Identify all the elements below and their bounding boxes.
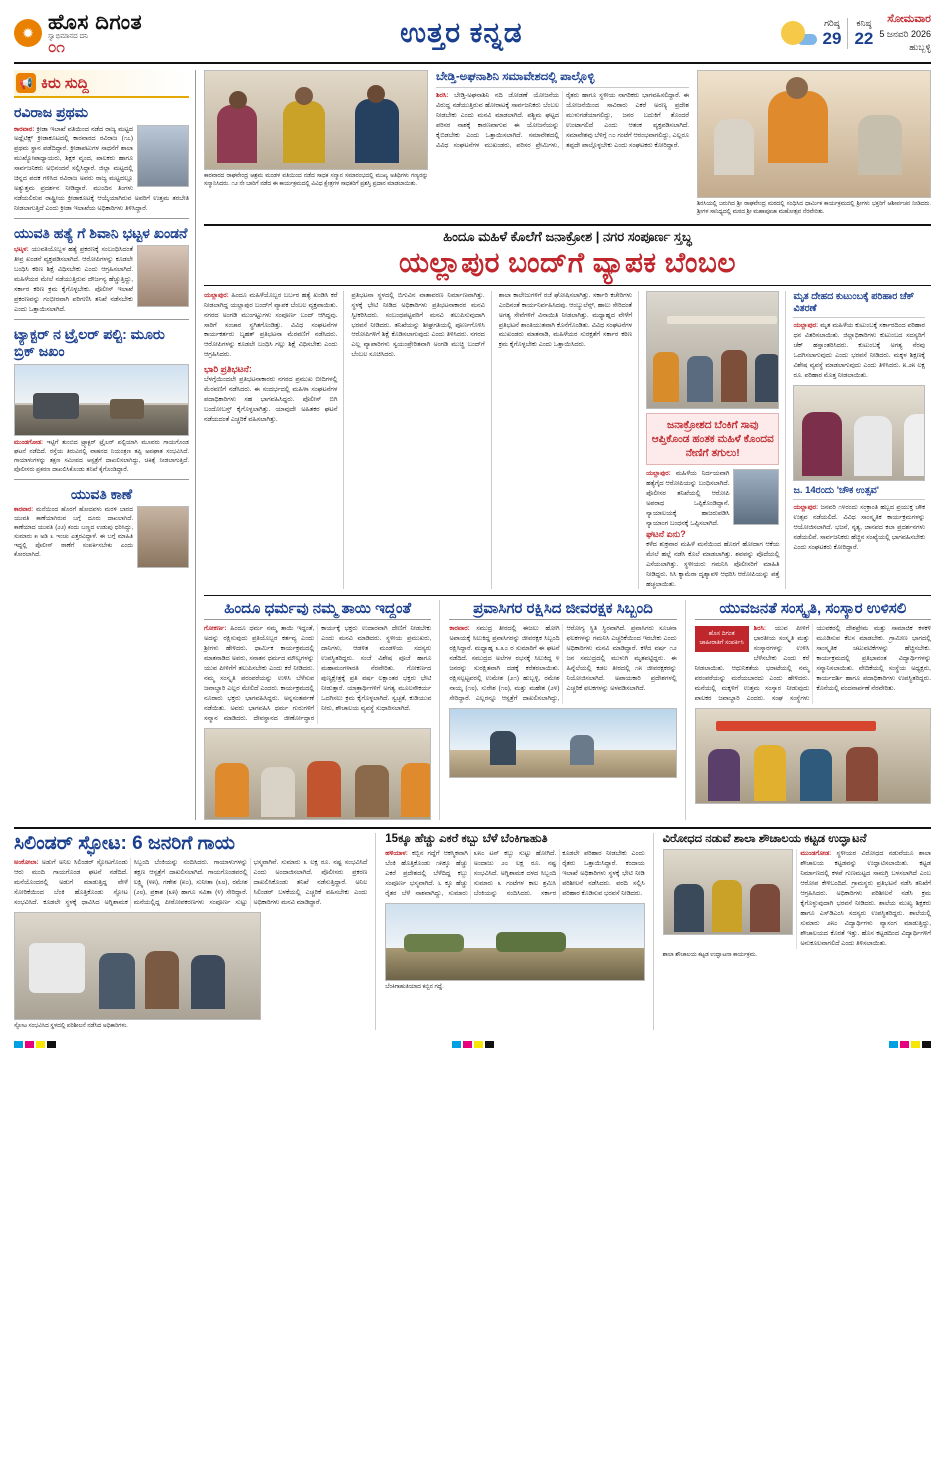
section-title: ಹಿಂದೂ ಧರ್ಮವು ನಮ್ಮ ತಾಯಿ ಇದ್ದಂತೆ <box>204 600 431 620</box>
lead-col-2 <box>351 291 491 590</box>
sidebar-briefs-column <box>14 70 196 820</box>
festival-headline: ಜ. 14ರಂದು 'ಚೌಕ ಉತ್ಸವ' <box>793 485 925 500</box>
accused-body: ಮಹಿಳೆಯ ನಿರ್ದಯವಾಗಿ ಹತ್ಯೆಗೈದ ಆರೋಪಿಯನ್ನು ಬಂಧಿಸಲಾಗಿದೆ. ಪೊಲೀಸರ ತನಿಖೆಯಲ್ಲಿ ಆರೋಪಿ ಅಪರಾಧ ಒಪ್ಪಿಕೊಂಡಿದ್ದಾನೆ. ನ್ಯಾಯಾಲಯಕ್ಕೆ ಹಾಜರುಪಡಿಸಿ ನ್ಯಾಯಾಂಗ ಬಂಧನಕ್ಕೆ ಒಪ್ಪಿಸಲಾಗಿದೆ. <box>646 470 730 527</box>
section-body-1: ಸಮುದ್ರ ತೀರದಲ್ಲಿ ಈಜಲು ಹೋಗಿ ಅಪಾಯಕ್ಕೆ ಸಿಲುಕಿದ್ದ ಪ್ರವಾಸಿಗರನ್ನು ಜೀವರಕ್ಷಕ ಸಿಬ್ಬಂದಿ ರಕ್ಷಿಸಿದ್ದಾರೆ. ಮಧ್ಯಾಹ್ನ ೩.೩೦ ರ ಸುಮಾರಿಗೆ ಈ ಘಟನೆ ನಡೆದಿದೆ. ಸಮುದ್ರದ ಅಲೆಗಳ ರಭಸಕ್ಕೆ ಸಿಲುಕಿದ್ದ ೪ ಜನರನ್ನು ಸುರಕ್ಷಿತವಾಗಿ ದಡಕ್ಕೆ ಕರೆತರಲಾಯಿತು. <box>449 625 560 673</box>
logo-emblem-icon: ✹ <box>14 19 42 47</box>
brief-item[interactable] <box>14 225 189 315</box>
lead-col-1 <box>204 291 344 590</box>
school-inauguration-photo <box>663 849 794 935</box>
bottom-body-3: ಮನೆಯಲ್ಲಿದ್ದ ಪೀಠೋಪಕರಣಗಳು ಸಂಪೂರ್ಣ ಸುಟ್ಟು ಭಸ್ಮವಾಗಿವೆ. ಸುಮಾರು ೩ ಲಕ್ಷ ರೂ. ನಷ್ಟ ಸಂಭವಿಸಿದೆ ಎಂದು ಅಂದಾಜಿಸಲಾಗಿದೆ. ಪೊಲೀಸರು ಪ್ರಕರಣ ದಾಖಲಿಸಿಕೊಂಡು ತನಿಖೆ ನಡೆಸುತ್ತಿದ್ದಾರೆ. ಅನಿಲ ಸಿಲಿಂಡರ್ ಬಳಕೆಯಲ್ಲಿ ಎಚ್ಚರಿಕೆ ವಹಿಸಬೇಕು ಎಂದು ಅಧಿಕಾರಿಗಳು ಮನವಿ ಮಾಡಿದ್ದಾರೆ. <box>133 859 368 907</box>
bottom-body-2: ಕೂಡಲೇ ಸ್ಥಳಕ್ಕೆ ಧಾವಿಸಿದ ಅಗ್ನಿಶಾಮಕ ಸಿಬ್ಬಂದಿ ಬೆಂಕಿಯನ್ನು ನಂದಿಸಿದರು. ಗಾಯಾಳುಗಳನ್ನು ತಕ್ಷಣ ಆಸ್ಪತ್ರೆಗೆ ದಾಖಲಿಸಲಾಗಿದೆ. ಗಾಯಗೊಂಡವರಲ್ಲಿ ಲಕ್ಷ್ಮಿ (೪೫), ಗಣೇಶ (೫೦), ಸುನೀತಾ (೩೮), ರಮೇಶ (೨೮), ಪ್ರಕಾಶ (೩೫) ಹಾಗೂ ಸವಿತಾ (೪) ಸೇರಿದ್ದಾರೆ. <box>43 859 248 907</box>
compensation-body: ಮೃತ ಮಹಿಳೆಯ ಕುಟುಂಬಕ್ಕೆ ಸರ್ಕಾರದಿಂದ ಪರಿಹಾರ ಧನ ವಿತರಿಸಲಾಯಿತು. ಜಿಲ್ಲಾಧಿಕಾರಿಗಳು ಕುಟುಂಬದ ಸದಸ್ಯರಿಗೆ ಚೆಕ್ ಹಸ್ತಾಂತರಿಸಿದರು. ಕುಟುಂಬಕ್ಕೆ ಅಗತ್ಯ ನೆರವು ಒದಗಿಸಲಾಗುವುದು ಎಂದು ಭರವಸೆ ನೀಡಿದರು. ಮಕ್ಕಳ ಶಿಕ್ಷಣಕ್ಕೆ ವಿಶೇಷ ವ್ಯವಸ್ಥೆ ಮಾಡಲಾಗುವುದು ಎಂದು ತಿಳಿಸಿದರು. ೫.೨೫ ಲಕ್ಷ ರೂ. ಪರಿಹಾರ ಮೊತ್ತ ನೀಡಲಾಯಿತು. <box>793 322 926 380</box>
section-dateline: ಗೋಕರ್ಣ: <box>204 625 227 633</box>
callout-text: ಜನಾಕ್ರೋಶದ ಬೆಂಕಿಗೆ ಸಾವು ಆಪ್ತಿಕೊಂಡ ಹಂತಕ ಮಹಿಳೆ ಕೊಂದವ ನೇಣಿಗೆ ತಗುಲು! <box>651 418 774 460</box>
weather-max-value: 29 <box>822 28 842 48</box>
brief-item[interactable] <box>14 104 189 214</box>
logo-name: ಹೊಸ ದಿಗಂತ <box>48 10 143 34</box>
bottom-body-1: ಅಡುಗೆ ಅನಿಲ ಸಿಲಿಂಡರ್ ಸ್ಫೋಟಗೊಂಡು ಆರು ಮಂದಿ ಗಾಯಗೊಂಡ ಘಟನೆ ನಡೆದಿದೆ. ಮನೆಯೊಂದರಲ್ಲಿ ಅಡುಗೆ ಮಾಡುತ್ತಿದ್ದ ವೇಳೆ ಸೋರಿಕೆಯಿಂದ ಬೆಂಕಿ ಹೊತ್ತಿಕೊಂಡು ಸ್ಫೋಟ ಸಂಭವಿಸಿದೆ. <box>14 859 128 907</box>
cheque-handover-photo <box>793 385 925 481</box>
accused-body-2: ಕಳೆದ ಶುಕ್ರವಾರ ಮಹಿಳೆ ಮನೆಯಿಂದ ಹೊರಗೆ ಹೋದಾಗ ಆಕೆಯ ಮೇಲೆ ಹಲ್ಲೆ ನಡೆಸಿ ಕೊಲೆ ಮಾಡಲಾಗಿತ್ತು. ಶವವನ್ನು ಪೊದೆಯಲ್ಲಿ ಎಸೆಯಲಾಗಿತ್ತು. ಸ್ಥಳೀಯರು ಗಮನಿಸಿ ಪೊಲೀಸರಿಗೆ ಮಾಹಿತಿ ನೀಡಿದ್ದರು. ಸಿಸಿ ಕ್ಯಾಮೆರಾ ದೃಶ್ಯಾವಳಿ ಆಧರಿಸಿ ಆರೋಪಿಯನ್ನು ಪತ್ತೆ ಹಚ್ಚಲಾಯಿತು. <box>646 540 780 588</box>
person-portrait <box>137 125 189 187</box>
ad-text: ಹೊಸ ದಿಗಂತ ಜಾಹೀರಾತಿಗೆ ಸಂಪರ್ಕಿಸಿ <box>699 631 744 647</box>
bottom-title: 15ಕ್ಕೂ ಹೆಚ್ಚು ಎಕರೆ ಕಬ್ಬು ಬೆಳೆ ಬೆಂಕಿಗಾಹುತಿ <box>385 832 548 845</box>
brief-lead: ಕಾರವಾರ: <box>14 507 34 514</box>
color-bar-center <box>452 1041 494 1048</box>
section-dateline: ಕಾರವಾರ: <box>449 625 470 633</box>
bottom-title: ವಿರೋಧದ ನಡುವೆ ಶಾಲಾ ಶೌಚಾಲಯ ಕಟ್ಟಡ ಉದ್ಘಾಟನೆ <box>662 832 867 845</box>
edition-title-block <box>142 17 780 50</box>
felicitation-photo <box>204 70 428 170</box>
bottom-body-2: ಗ್ರಾಮಸ್ಥರು ಪ್ರತಿಭಟನೆ ನಡೆಸಿ ತನಿಖೆಗೆ ಆಗ್ರಹಿಸಿದರು. ಅಧಿಕಾರಿಗಳು ಪರಿಶೀಲನೆ ನಡೆಸಿ ಕ್ರಮ ಕೈಗೊಳ್ಳುವುದಾಗಿ ಭರವಸೆ ನೀಡಿದರು. ಶಾಲೆಯ ಮುಖ್ಯ ಶಿಕ್ಷಕರು ಹಾಗೂ ಎಸ್‌ಡಿಎಂಸಿ ಸದಸ್ಯರು ಉಪಸ್ಥಿತರಿದ್ದರು. <box>800 880 931 917</box>
section-title: ಪ್ರವಾಸಿಗರ ರಕ್ಷಿಸಿದ ಜೀವರಕ್ಷಕ ಸಿಬ್ಬಂದಿ <box>449 600 676 620</box>
accused-dateline: ಯಲ್ಲಾಪುರ: <box>646 470 671 478</box>
advertisement-box[interactable] <box>695 626 749 652</box>
brief-title: ಯುವತಿ ಕಾಣೆ <box>70 485 133 502</box>
section-body-3: ಕಳೆದ ವರ್ಷ ೧೨ ಜನ ಸಮುದ್ರದಲ್ಲಿ ಮುಳುಗಿ ಮೃತಪಟ್ಟಿದ್ದರು. ಈ ಹಿನ್ನೆಲೆಯಲ್ಲಿ ಕಡಲ ತೀರದಲ್ಲಿ ೧೫ ಜೀವರಕ್ಷಕರನ್ನು ನಿಯೋಜಿಸಲಾಗಿದೆ. ಅಪಾಯಕಾರಿ ಪ್ರದೇಶಗಳಲ್ಲಿ ಎಚ್ಚರಿಕೆ ಫಲಕಗಳನ್ನು ಅಳವಡಿಸಲಾಗಿದೆ. <box>566 645 677 692</box>
lead-body-3: ಪ್ರತಿಭಟನಾ ಸ್ಥಳದಲ್ಲಿ ಬಿಗುವಿನ ವಾತಾವರಣ ನಿರ್ಮಾಣವಾಗಿತ್ತು. ಸ್ಥಳಕ್ಕೆ ಭೇಟಿ ನೀಡಿದ ಅಧಿಕಾರಿಗಳು ಪ್ರತಿಭಟನಾಕಾರರ ಮನವಿ ಸ್ವೀಕರಿಸಿದರು. ಸಂಬಂಧಪಟ್ಟವರಿಗೆ ಮನವಿ ತಲುಪಿಸುವುದಾಗಿ ಭರವಸೆ ನೀಡಿದರು. ತನಿಖೆಯನ್ನು ಶೀಘ್ರಗತಿಯಲ್ಲಿ ಪೂರ್ಣಗೊಳಿಸಿ ಆರೋಪಿಗಳಿಗೆ ಶಿಕ್ಷೆ ಕೊಡಿಸಲಾಗುವುದು ಎಂದು ತಿಳಿಸಿದರು. ನಗರದ ಎಲ್ಲ ವ್ಯಾಪಾರಿಗಳು ಸ್ವಯಂಪ್ರೇರಿತವಾಗಿ ಅಂಗಡಿ ಮುಚ್ಚಿ ಬಂದ್‌ಗೆ ಬೆಂಬಲ ಸೂಚಿಸಿದರು. <box>351 291 485 359</box>
story-headline: ಬೇಡ್ತಿ-ಅಘನಾಶಿನಿ ಸಮಾವೇಶದಲ್ಲಿ ಪಾಲ್ಗೊಳ್ಳಿ <box>436 70 689 88</box>
brief-lead: ಭಟ್ಕಳ: <box>14 246 29 254</box>
brief-lead: ಕಾರವಾರ: <box>14 125 35 133</box>
accident-photo <box>14 364 189 436</box>
bottom-dateline: ಅಂಕೋಲಾ: <box>14 859 39 867</box>
bottom-story-sugarcane <box>385 833 653 1031</box>
protest-march-photo <box>646 291 779 409</box>
compensation-dateline: ಯಲ್ಲಾಪುರ: <box>793 322 819 330</box>
photo-caption: ಶಿರಸಿಯಲ್ಲಿ ಜರುಗಿದ ಶ್ರೀ ರಾಘವೇಂದ್ರ ಮಠದಲ್ಲಿ ಸಂಧಿಸಿದ ಧಾರ್ಮಿಕ ಕಾರ್ಯಕ್ರಮದಲ್ಲಿ ಶ್ರೀಗಳು ಭಕ್ತರಿಗೆ ಆಶೀರ್ವಚನ ನೀಡಿದರು. ಶ್ರೀಗಳ ಸಾನಿಧ್ಯದಲ್ಲಿ ಮಠದ ಶ್ರೀ ಮಹಾಪೂಜಾ ಮಹೋತ್ಸವ ನೆರವೇರಿತು. <box>697 201 931 216</box>
main-content-column <box>204 70 931 820</box>
top-photo-story-left[interactable] <box>204 70 428 217</box>
section-body-2: ಸಂಘ ಸಂಸ್ಥೆಗಳು ಯುವಕರಲ್ಲಿ ದೇಶಪ್ರೇಮ ಮತ್ತು ಸಾಮಾಜಿಕ ಕಳಕಳಿ ಮೂಡಿಸುವ ಕೆಲಸ ಮಾಡಬೇಕು. ಗ್ರಾಮೀಣ ಭಾಗದಲ್ಲಿ ಸಾಂಸ್ಕೃತಿಕ ಚಟುವಟಿಕೆಗಳನ್ನು ಹೆಚ್ಚಿಸಬೇಕು. ಕಾರ್ಯಕ್ರಮದಲ್ಲಿ ಪ್ರತಿಭಾವಂತ ವಿದ್ಯಾರ್ಥಿಗಳನ್ನು ಸನ್ಮಾನಿಸಲಾಯಿತು. <box>771 625 931 702</box>
section-hindu-dharma <box>204 600 440 819</box>
bottom-sections <box>14 833 931 1031</box>
brief-body: ಇಟ್ಟಿಗೆ ತುಂಬಿದ ಟ್ರ್ಯಾಕ್ಟರ್ ಟ್ರೈಲರ್ ಪಲ್ಟಿಯಾಗಿ ಮೂವರು ಗಾಯಗೊಂಡ ಘಟನೆ ನಡೆದಿದೆ. ರಸ್ತೆಯ ತಿರುವಿನಲ್ಲಿ ವಾಹನದ ನಿಯಂತ್ರಣ ತಪ್ಪಿ ಅಪಘಾತ ಸಂಭವಿಸಿದೆ. ಗಾಯಾಳುಗಳನ್ನು ತಕ್ಷಣ ಸಮೀಪದ ಆಸ್ಪತ್ರೆಗೆ ದಾಖಲಿಸಲಾಗಿದ್ದು, ಚಿಕಿತ್ಸೆ ನೀಡಲಾಗುತ್ತಿದೆ. ಪೊಲೀಸರು ಪ್ರಕರಣ ದಾಖಲಿಸಿಕೊಂಡು ತನಿಖೆ ಕೈಗೊಂಡಿದ್ದಾರೆ. <box>14 439 190 473</box>
bottom-body-3: ಶಾಲೆಯಲ್ಲಿ ಸುಮಾರು ೨೫೦ ವಿದ್ಯಾರ್ಥಿಗಳು ವ್ಯಾಸಂಗ ಮಾಡುತ್ತಿದ್ದು, ಶೌಚಾಲಯದ ಕೊರತೆ ಇತ್ತು. ಹೊಸ ಕಟ್ಟಡದಿಂದ ವಿದ್ಯಾರ್ಥಿಗಳಿಗೆ ಅನುಕೂಲವಾಗಲಿದೆ ಎಂದು ತಿಳಿಸಲಾಯಿತು. <box>800 909 931 947</box>
brief-body: ಕ್ರೀಡಾ ಇಲಾಖೆ ವತಿಯಿಂದ ನಡೆದ ರಾಜ್ಯ ಮಟ್ಟದ ಅಥ್ಲೆಟಿಕ್ಸ್ ಕ್ರೀಡಾಕೂಟದಲ್ಲಿ ಕಾರವಾರದ ರವಿರಾಜ (೧೭) ಪ್ರಥಮ ಸ್ಥಾನ ಪಡೆದಿದ್ದಾರೆ. ಕ್ರೀಡಾಪಟುಗಳ ಸಾಧನೆಗೆ ಶಾಲಾ ಮುಖ್ಯೋಪಾಧ್ಯಾಯರು, ಶಿಕ್ಷಕ ವೃಂದ, ಪಾಲಕರು ಹಾಗೂ ಸಾರ್ವಜನಿಕರು ಅಭಿನಂದನೆ ಸಲ್ಲಿಸಿದ್ದಾರೆ. ಜಿಲ್ಲಾ ಮಟ್ಟದಲ್ಲಿ ಚಿನ್ನದ ಪದಕ ಗಳಿಸಿದ ರವಿರಾಜ ಅವರು ರಾಜ್ಯ ಮಟ್ಟದಲ್ಲೂ ಅತ್ಯುತ್ತಮ ಪ್ರದರ್ಶನ ನೀಡಿದ್ದಾರೆ. ಮುಂದಿನ ತಿಂಗಳು ನಡೆಯಲಿರುವ ರಾಷ್ಟ್ರೀಯ ಕ್ರೀಡಾಕೂಟಕ್ಕೆ ಆಯ್ಕೆಯಾಗಿರುವ ಅವರಿಗೆ ಉತ್ತಮ ತರಬೇತಿ ನೀಡಲಾಗುತ್ತಿದೆ ಎಂದು ಕ್ರೀಡಾ ಇಲಾಖೆಯ ಅಧಿಕಾರಿಗಳು ತಿಳಿಸಿದ್ದಾರೆ. <box>14 125 189 212</box>
brief-title: ಟ್ಯಾಕ್ಟರ್ ನ ಟ್ರೈಲರ್ ಪಲ್ಟಿ: ಮೂರು ಬ್ರಿಕ್ ಜಖಂ <box>14 325 165 360</box>
dharma-event-photo <box>204 728 431 820</box>
section-lifeguards <box>449 600 685 819</box>
color-bar-right <box>889 1041 931 1048</box>
compensation-headline: ಮೃತ ದೇಹದ ಕುಟುಂಬಕ್ಕೆ ಪರಿಹಾರ ಚೆಕ್ ವಿತರಣೆ <box>793 291 925 319</box>
edition-title: ಉತ್ತರ ಕನ್ನಡ <box>400 16 523 48</box>
megaphone-icon: 📢 <box>16 73 36 93</box>
lead-body-2: ಬೆಳಗ್ಗೆಯಿಂದಲೇ ಪ್ರತಿಭಟನಾಕಾರರು ನಗರದ ಪ್ರಮುಖ ಬೀದಿಗಳಲ್ಲಿ ಮೆರವಣಿಗೆ ನಡೆಸಿದರು. ಈ ಸಂದರ್ಭದಲ್ಲಿ ಮಹಿಳಾ ಸಂಘಟನೆಗಳ ಪದಾಧಿಕಾರಿಗಳು ಸಹ ಭಾಗವಹಿಸಿದ್ದರು. ಪೊಲೀಸ್ ಬಿಗಿ ಬಂದೋಬಸ್ತ್ ಕೈಗೊಳ್ಳಲಾಗಿತ್ತು. ಯಾವುದೇ ಅಹಿತಕರ ಘಟನೆ ನಡೆಯದಂತೆ ಎಚ್ಚರಿಕೆ ವಹಿಸಲಾಗಿತ್ತು. <box>204 376 338 423</box>
publication-logo[interactable] <box>14 12 142 55</box>
story-lead: ಶಿರಸಿ: <box>436 91 449 99</box>
bottom-caption: ಶಾಲಾ ಶೌಚಾಲಯ ಕಟ್ಟಡ ಉದ್ಘಾಟನಾ ಕಾರ್ಯಕ್ರಮ. <box>662 951 757 958</box>
weather-widget <box>781 11 931 55</box>
lead-col-3 <box>499 291 639 590</box>
lead-body-4: ಶಾಲಾ ಕಾಲೇಜುಗಳಿಗೆ ರಜೆ ಘೋಷಿಸಲಾಗಿತ್ತು. ಸರ್ಕಾರಿ ಕಚೇರಿಗಳು ಎಂದಿನಂತೆ ಕಾರ್ಯನಿರ್ವಹಿಸಿದವು. ಆಂಬ್ಯುಲೆನ್ಸ್, ಹಾಲು ಸೇರಿದಂತೆ ಅಗತ್ಯ ಸೇವೆಗಳಿಗೆ ವಿನಾಯಿತಿ ನೀಡಲಾಗಿತ್ತು. ಮಧ್ಯಾಹ್ನದ ವೇಳೆಗೆ ಪ್ರತಿಭಟನೆ ಶಾಂತಿಯುತವಾಗಿ ಕೊನೆಗೊಂಡಿತು. ವಿವಿಧ ಸಂಘಟನೆಗಳ ಮುಖಂಡರು ಮಾತನಾಡಿ, ಮಹಿಳೆಯರ ಸುರಕ್ಷತೆಗೆ ಸರ್ಕಾರ ಕಠಿಣ ಕ್ರಮ ಕೈಗೊಳ್ಳಬೇಕು ಎಂದು ಒತ್ತಾಯಿಸಿದರು. <box>498 291 633 349</box>
lead-dateline: ಯಲ್ಲಾಪುರ: <box>204 291 229 299</box>
bottom-body-2: ೬ ಕ್ಕೂ ಹೆಚ್ಚು ರೈತರ ಬೆಳೆ ನಾಶವಾಗಿದ್ದು, ಸುಮಾರು ೩೫೦ ಟನ್ ಕಬ್ಬು ಸುಟ್ಟು ಹೋಗಿದೆ. ಅಂದಾಜು ೨೦ ಲಕ್ಷ ರೂ. ನಷ್ಟ ಸಂಭವಿಸಿದೆ. ಅಗ್ನಿಶಾಮಕ ದಳದ ಸಿಬ್ಬಂದಿ ಸುಮಾರು ೩ ಗಂಟೆಗಳ ಕಾಲ ಶ್ರಮಿಸಿ ಬೆಂಕಿಯನ್ನು ನಂದಿಸಿದರು. <box>385 850 557 898</box>
top-strip <box>204 70 931 217</box>
top-photo-story-right[interactable] <box>697 70 931 217</box>
lead-story-band <box>204 224 931 286</box>
accused-portrait <box>733 469 779 525</box>
brief-title: ರವಿರಾಜ ಪ್ರಥಮ <box>14 104 89 120</box>
lead-col-5 <box>793 291 931 590</box>
registration-bars <box>14 1036 931 1048</box>
section-body-3: ಗೋಕರ್ಣದ ಪುಣ್ಯಕ್ಷೇತ್ರಕ್ಕೆ ಪ್ರತಿ ವರ್ಷ ಲಕ್ಷಾಂತರ ಭಕ್ತರು ಭೇಟಿ ನೀಡುತ್ತಾರೆ. ಯಾತ್ರಾರ್ಥಿಗಳಿಗೆ ಅಗತ್ಯ ಮೂಲಸೌಕರ್ಯ ಒದಗಿಸಲು ಕ್ರಮ ಕೈಗೊಳ್ಳಲಾಗಿದೆ. ಸ್ವಚ್ಛತೆ, ಕುಡಿಯುವ ನೀರು, ಶೌಚಾಲಯ ವ್ಯವಸ್ಥೆ ಸುಧಾರಿಸಲಾಗಿದೆ. <box>321 665 432 712</box>
section-body-1: ಯುವ ಪೀಳಿಗೆ ಭಾರತೀಯ ಸಂಸ್ಕೃತಿ ಮತ್ತು ಸಂಸ್ಕಾರಗಳನ್ನು ಉಳಿಸಿ ಬೆಳೆಸಬೇಕು ಎಂದು ಕರೆ ನೀಡಲಾಯಿತು. ಆಧುನಿಕತೆಯ ಭರಾಟೆಯಲ್ಲಿ ನಮ್ಮ ಪರಂಪರೆಯನ್ನು ಮರೆಯಬಾರದು ಎಂದು ಹೇಳಿದರು. ಮನೆಯಲ್ಲಿ ಮಕ್ಕಳಿಗೆ ಉತ್ತಮ ಸಂಸ್ಕಾರ ನೀಡುವುದು ಪಾಲಕರ ಜವಾಬ್ದಾರಿ ಎಂದರು. <box>694 625 810 702</box>
lead-col-4 <box>646 291 786 590</box>
burnt-field-photo <box>385 903 644 981</box>
section-body-2: ರಕ್ಷಿಸಲ್ಪಟ್ಟವರಲ್ಲಿ ಉಮೇಶ (೨೧) ಹುಬ್ಬಳ್ಳಿ, ರಮೇಶ ನಾಯ್ಕ (೧೮), ಸುರೇಶ (೧೮), ಮತ್ತು ಮಹೇಶ (೨೪) ಸೇರಿದ್ದಾರೆ. ಎಲ್ಲರನ್ನೂ ಆಸ್ಪತ್ರೆಗೆ ದಾಖಲಿಸಲಾಗಿದ್ದು, ಆರೋಗ್ಯ ಸ್ಥಿತಿ ಸ್ಥಿರವಾಗಿದೆ. ಪ್ರವಾಸಿಗರು ಸೂಚನಾ ಫಲಕಗಳನ್ನು ಗಮನಿಸಿ ಎಚ್ಚರಿಕೆಯಿಂದ ಇರಬೇಕು ಎಂದು ಅಧಿಕಾರಿಗಳು ಮನವಿ ಮಾಡಿದ್ದಾರೆ. <box>449 625 677 702</box>
day-of-week: ಸೋಮವಾರ <box>887 13 931 26</box>
lead-subhead: ಭಾರಿ ಪ್ರತಿಭಟನೆ: <box>204 364 252 375</box>
story-body: ಬೇಡ್ತಿ-ಅಘನಾಶಿನಿ ನದಿ ಜೋಡಣೆ ಯೋಜನೆಯ ವಿರುದ್ಧ ನಡೆಯುತ್ತಿರುವ ಹೋರಾಟಕ್ಕೆ ಸಾರ್ವಜನಿಕರು ಬೆಂಬಲ ನೀಡಬೇಕು ಎಂದು ಮನವಿ ಮಾಡಲಾಗಿದೆ. ಪಶ್ಚಿಮ ಘಟ್ಟದ ಪರಿಸರ ನಾಶಕ್ಕೆ ಕಾರಣವಾಗುವ ಈ ಯೋಜನೆಯನ್ನು ಕೈಬಿಡಬೇಕು ಎಂದು ಒತ್ತಾಯಿಸಲಾಗಿದೆ. ಸಮಾವೇಶದಲ್ಲಿ ವಿವಿಧ ಸಂಘಟನೆಗಳ ಮುಖಂಡರು, ಪರಿಸರ ಪ್ರೇಮಿಗಳು, ರೈತರು ಹಾಗೂ ಸ್ಥಳೀಯ ನಾಗರಿಕರು ಭಾಗವಹಿಸಲಿದ್ದಾರೆ. ಈ ಯೋಜನೆಯಿಂದ ಸಾವಿರಾರು ಎಕರೆ ಅರಣ್ಯ ಪ್ರದೇಶ ಮುಳುಗಡೆಯಾಗಲಿದ್ದು, ಜನರ ಬದುಕಿಗೆ ತೊಂದರೆ ಉಂಟಾಗಲಿದೆ ಎಂದು ಆತಂಕ ವ್ಯಕ್ತಪಡಿಸಲಾಗಿದೆ. ಸಮಾವೇಶವು ಬೆಳಿಗ್ಗೆ ೧೦ ಗಂಟೆಗೆ ಆರಂಭವಾಗಲಿದ್ದು, ಎಲ್ಲರೂ ತಪ್ಪದೇ ಪಾಲ್ಗೊಳ್ಳಬೇಕು ಎಂದು ಸಂಘಟಕರು ಕೋರಿದ್ದಾರೆ. <box>436 91 689 149</box>
section-body-2: ಅವರು ಭಾಗವಹಿಸಿ ಧರ್ಮ ಗುರುಗಳಿಗೆ ಸನ್ಮಾನ ಮಾಡಿದರು. ದೇವಸ್ಥಾನದ ಜೀರ್ಣೋದ್ಧಾರ ಕಾರ್ಯಕ್ಕೆ ಭಕ್ತರು ಉದಾರವಾಗಿ ದೇಣಿಗೆ ನೀಡಬೇಕು ಎಂದು ಮನವಿ ಮಾಡಿದರು. ಸ್ಥಳೀಯ ಪ್ರಮುಖರು, ದಾನಿಗಳು, ಆಡಳಿತ ಮಂಡಳಿಯ ಸದಸ್ಯರು ಉಪಸ್ಥಿತರಿದ್ದರು. ಸಂಜೆ ವಿಶೇಷ ಪೂಜೆ ಹಾಗೂ ಮಹಾಮಂಗಳಾರತಿ ನೆರವೇರಿತು. <box>204 625 432 722</box>
cylinder-blast-photo <box>14 912 261 1020</box>
bottom-dateline: ಮುಂಡಗೋಡ: <box>800 850 832 858</box>
photo-caption: ಕಾರವಾರದ ರಾಘವೇಂದ್ರ ಆಶ್ರಮ ಮಂಡಳ ವತಿಯಿಂದ ನಡೆದ ಸಾಧಕ ಸನ್ಮಾನ ಸಮಾರಂಭದಲ್ಲಿ ಮುಖ್ಯ ಅತಿಥಿಗಳು ಗಣ್ಯರನ್ನು ಸನ್ಮಾನಿಸಿದರು. ೧೨ ನೇ ಬಾರಿಗೆ ನಡೆದ ಈ ಕಾರ್ಯಕ್ರಮದಲ್ಲಿ ವಿವಿಧ ಕ್ಷೇತ್ರಗಳ ಸಾಧಕರಿಗೆ ಪ್ರಶಸ್ತಿ ಪ್ರದಾನ ಮಾಡಲಾಯಿತು. <box>204 173 428 188</box>
weather-max-label: ಗರಿಷ್ಠ <box>824 17 840 28</box>
section-title: ಯುವಜನತೆ ಸಂಸ್ಕೃತಿ, ಸಂಸ್ಕಾರ ಉಳಿಸಲಿ <box>695 600 931 620</box>
bottom-story-cylinder <box>14 833 376 1031</box>
bottom-body-1: ಸ್ಥಳೀಯರ ವಿರೋಧದ ನಡುವೆಯೂ ಶಾಲಾ ಶೌಚಾಲಯ ಕಟ್ಟಡವನ್ನು ಉದ್ಘಾಟಿಸಲಾಯಿತು. ಕಟ್ಟಡ ನಿರ್ಮಾಣದಲ್ಲಿ ಕಳಪೆ ಗುಣಮಟ್ಟದ ಸಾಮಗ್ರಿ ಬಳಸಲಾಗಿದೆ ಎಂಬ ಆರೋಪ ಕೇಳಿಬಂದಿದೆ. <box>800 850 931 888</box>
festival-body: ಜನವರಿ ೧೪ರಂದು ಸಂಕ್ರಾಂತಿ ಹಬ್ಬದ ಪ್ರಯುಕ್ತ ಚೌಕ ಉತ್ಸವ ನಡೆಯಲಿದೆ. ವಿವಿಧ ಸಾಂಸ್ಕೃತಿಕ ಕಾರ್ಯಕ್ರಮಗಳನ್ನು ಆಯೋಜಿಸಲಾಗಿದೆ. ಭಜನೆ, ನೃತ್ಯ, ಜಾನಪದ ಕಲಾ ಪ್ರದರ್ಶನಗಳು ನಡೆಯಲಿವೆ. ಸಾರ್ವಜನಿಕರು ಹೆಚ್ಚಿನ ಸಂಖ್ಯೆಯಲ್ಲಿ ಭಾಗವಹಿಸಬೇಕು ಎಂದು ಸಂಘಟಕರು ಕೋರಿದ್ದಾರೆ. <box>793 504 925 552</box>
youth-event-photo <box>695 708 931 804</box>
brief-title: ಯುವತಿ ಹತ್ಯೆ ಗೆ ಶಿವಾನಿ ಭಟ್ಟಳ ಖಂಡನೆ <box>14 224 188 241</box>
religious-event-photo <box>697 70 931 198</box>
sun-icon <box>781 21 805 45</box>
bottom-title: ಸಿಲಿಂಡರ್ ಸ್ಫೋಟ: 6 ಜನರಿಗೆ ಗಾಯ <box>14 832 235 854</box>
publication-place: ಹುಬ್ಬಳ್ಳಿ <box>909 42 931 53</box>
date-block <box>879 11 931 55</box>
lead-headline: ಯಲ್ಲಾಪುರ ಬಂದ್‌ಗೆ ವ್ಯಾಪಕ ಬೆಂಬಲ <box>398 246 737 278</box>
person-portrait <box>137 245 189 307</box>
color-bar-left <box>14 1041 56 1048</box>
brief-item[interactable] <box>14 326 189 475</box>
section-youth-culture <box>695 600 931 819</box>
lead-story-grid <box>204 291 931 590</box>
person-portrait <box>137 506 189 568</box>
section-dateline: ಶಿರಸಿ: <box>753 625 767 633</box>
lead-body-1: ಹಿಂದೂ ಮಹಿಳೆಯೊಬ್ಬರ ಬರ್ಬರ ಹತ್ಯೆ ಖಂಡಿಸಿ ಕರೆ ನೀಡಲಾಗಿದ್ದ ಯಲ್ಲಾಪುರ ಬಂದ್‌ಗೆ ವ್ಯಾಪಕ ಬೆಂಬಲ ವ್ಯಕ್ತವಾಯಿತು. ನಗರದ ಅಂಗಡಿ ಮುಂಗಟ್ಟುಗಳು ಸಂಪೂರ್ಣ ಬಂದ್ ಆಗಿದ್ದವು. ಸಾರಿಗೆ ಸಂಚಾರ ಸ್ಥಗಿತಗೊಂಡಿತ್ತು. ವಿವಿಧ ಸಂಘಟನೆಗಳ ಕಾರ್ಯಕರ್ತರು ಬೃಹತ್ ಪ್ರತಿಭಟನಾ ಮೆರವಣಿಗೆ ನಡೆಸಿದರು. ಆರೋಪಿಗಳನ್ನು ಕೂಡಲೇ ಬಂಧಿಸಿ ಗಲ್ಲು ಶಿಕ್ಷೆ ವಿಧಿಸಬೇಕು ಎಂದು ಆಗ್ರಹಿಸಿದರು. <box>204 291 338 359</box>
bottom-body-3: ಸರ್ಕಾರ ಕೂಡಲೇ ಪರಿಹಾರ ನೀಡಬೇಕು ಎಂದು ರೈತರು ಒತ್ತಾಯಿಸಿದ್ದಾರೆ. ಕಂದಾಯ ಇಲಾಖೆ ಅಧಿಕಾರಿಗಳು ಸ್ಥಳಕ್ಕೆ ಭೇಟಿ ನೀಡಿ ಪರಿಶೀಲನೆ ನಡೆಸಿದರು. ವರದಿ ಸಲ್ಲಿಸಿ ಪರಿಹಾರ ಕೊಡಿಸುವ ಭರವಸೆ ನೀಡಿದರು. <box>540 850 645 898</box>
publication-date: 5 ಜನವರಿ 2026 <box>879 28 931 39</box>
brief-body: ಯುವತಿಯೊಬ್ಬಳ ಹತ್ಯೆ ಪ್ರಕರಣಕ್ಕೆ ಸಂಬಂಧಿಸಿದಂತೆ ತೀವ್ರ ಖಂಡನೆ ವ್ಯಕ್ತಪಡಿಸಲಾಗಿದೆ. ಆರೋಪಿಗಳನ್ನು ಕೂಡಲೇ ಬಂಧಿಸಿ ಕಠಿಣ ಶಿಕ್ಷೆ ವಿಧಿಸಬೇಕು ಎಂದು ಆಗ್ರಹಿಸಲಾಗಿದೆ. ಮಹಿಳೆಯರ ಮೇಲೆ ನಡೆಯುತ್ತಿರುವ ದೌರ್ಜನ್ಯ ಹೆಚ್ಚುತ್ತಿದ್ದು, ಸರ್ಕಾರ ಕಠಿಣ ಕ್ರಮ ಕೈಗೊಳ್ಳಬೇಕು. ಪೊಲೀಸ್ ಇಲಾಖೆ ಪ್ರಕರಣವನ್ನು ಗಂಭೀರವಾಗಿ ಪರಿಗಣಿಸಿ ತನಿಖೆ ನಡೆಸಬೇಕು ಎಂದು ಒತ್ತಾಯಿಸಲಾಗಿದೆ. <box>14 246 133 313</box>
bottom-dateline: ಹಳಿಯಾಳ: <box>385 850 408 858</box>
mid-sections <box>204 600 931 819</box>
weather-min-value: 22 <box>854 28 874 48</box>
briefs-section-label: ಕಿರು ಸುದ್ದಿ <box>41 74 89 92</box>
weather-min-label: ಕನಿಷ್ಠ <box>856 17 872 28</box>
lead-kicker: ಹಿಂದೂ ಮಹಿಳೆ ಕೊಲೆಗೆ ಜನಾಕ್ರೋಶ | ನಗರ ಸಂಪೂರ್ಣ ಸ್ತಬ್ಧ <box>443 228 692 244</box>
brief-item[interactable] <box>14 486 189 561</box>
briefs-header <box>14 70 189 98</box>
bottom-caption: ಬೆಂಕಿಗಾಹುತಿಯಾದ ಕಬ್ಬಿನ ಗದ್ದೆ. <box>385 984 444 991</box>
accused-subhead: ಘಟನೆ ಏನು? <box>646 528 686 539</box>
callout-box <box>646 413 779 466</box>
section-body-1: ಹಿಂದೂ ಧರ್ಮ ನಮ್ಮ ತಾಯಿ ಇದ್ದಂತೆ, ಅದನ್ನು ರಕ್ಷಿಸುವುದು ಪ್ರತಿಯೊಬ್ಬರ ಕರ್ತವ್ಯ ಎಂದು ಶ್ರೀಗಳು ಹೇಳಿದರು. ಧಾರ್ಮಿಕ ಕಾರ್ಯಕ್ರಮದಲ್ಲಿ ಮಾತನಾಡಿದ ಅವರು, ಸನಾತನ ಧರ್ಮದ ಮೌಲ್ಯಗಳನ್ನು ಯುವ ಪೀಳಿಗೆಗೆ ತಲುಪಿಸಬೇಕು ಎಂದು ಕರೆ ನೀಡಿದರು. ನಮ್ಮ ಸಂಸ್ಕೃತಿ ಪರಂಪರೆಯನ್ನು ಉಳಿಸಿ ಬೆಳೆಸುವ ಜವಾಬ್ದಾರಿ ಎಲ್ಲರ ಮೇಲಿದೆ ಎಂದರು. ಕಾರ್ಯಕ್ರಮದಲ್ಲಿ ನೂರಾರು ಭಕ್ತರು ಭಾಗವಹಿಸಿದ್ದರು. ಅನ್ನಸಂತರ್ಪಣೆ ನಡೆಯಿತು. <box>204 625 315 712</box>
brief-body: ಮನೆಯಿಂದ ಹೊರಗೆ ಹೋದವಳು ಮರಳಿ ಬಾರದ ಯುವತಿ ಕಾಣೆಯಾಗಿರುವ ಬಗ್ಗೆ ದೂರು ದಾಖಲಾಗಿದೆ. ಕಾಣೆಯಾದ ಯುವತಿ (೨೨) ಕಂದು ಬಣ್ಣದ ಉಡುಪು ಧರಿಸಿದ್ದು, ಸುಮಾರು ೫ ಅಡಿ ೩ ಇಂಚು ಎತ್ತರವಿದ್ದಾಳೆ. ಈ ಬಗ್ಗೆ ಮಾಹಿತಿ ಇದ್ದಲ್ಲಿ ಪೊಲೀಸ್ ಠಾಣೆಗೆ ಸಂಪರ್ಕಿಸಬೇಕು ಎಂದು ಕೋರಲಾಗಿದೆ. <box>14 507 133 559</box>
top-story-middle[interactable] <box>436 70 689 217</box>
bottom-story-school-toilet <box>663 833 931 1031</box>
masthead <box>14 8 931 64</box>
bottom-body-1: ಕಬ್ಬಿನ ಗದ್ದೆಗೆ ಆಕಸ್ಮಿಕವಾಗಿ ಬೆಂಕಿ ಹೊತ್ತಿಕೊಂಡು ೧೫ಕ್ಕೂ ಹೆಚ್ಚು ಎಕರೆ ಪ್ರದೇಶದಲ್ಲಿ ಬೆಳೆದಿದ್ದ ಕಬ್ಬು ಸಂಪೂರ್ಣ ಭಸ್ಮವಾಗಿದೆ. <box>385 850 468 888</box>
section-body-3: ವೇದಿಕೆಯಲ್ಲಿ ಸಂಸ್ಥೆಯ ಅಧ್ಯಕ್ಷರು, ಕಾರ್ಯದರ್ಶಿ ಹಾಗೂ ಪದಾಧಿಕಾರಿಗಳು ಉಪಸ್ಥಿತರಿದ್ದರು. ಕೊನೆಯಲ್ಲಿ ವಂದನಾರ್ಪಣೆ ನೆರವೇರಿತು. <box>816 665 931 692</box>
logo-tagline: ಸ್ವಾಭಿಮಾನದ ದನಿ <box>48 32 89 40</box>
logo-page-number: ೦೧ <box>48 38 65 56</box>
bottom-caption: ಸ್ಫೋಟ ಸಂಭವಿಸಿದ ಸ್ಥಳದಲ್ಲಿ ಪರಿಶೀಲನೆ ನಡೆಸಿದ ಅಧಿಕಾರಿಗಳು. <box>14 1023 128 1030</box>
festival-dateline: ಯಲ್ಲಾಪುರ: <box>793 504 819 512</box>
beach-rescue-photo <box>449 708 676 778</box>
brief-lead: ಮುಂಡಗೋಡ: <box>14 439 43 446</box>
